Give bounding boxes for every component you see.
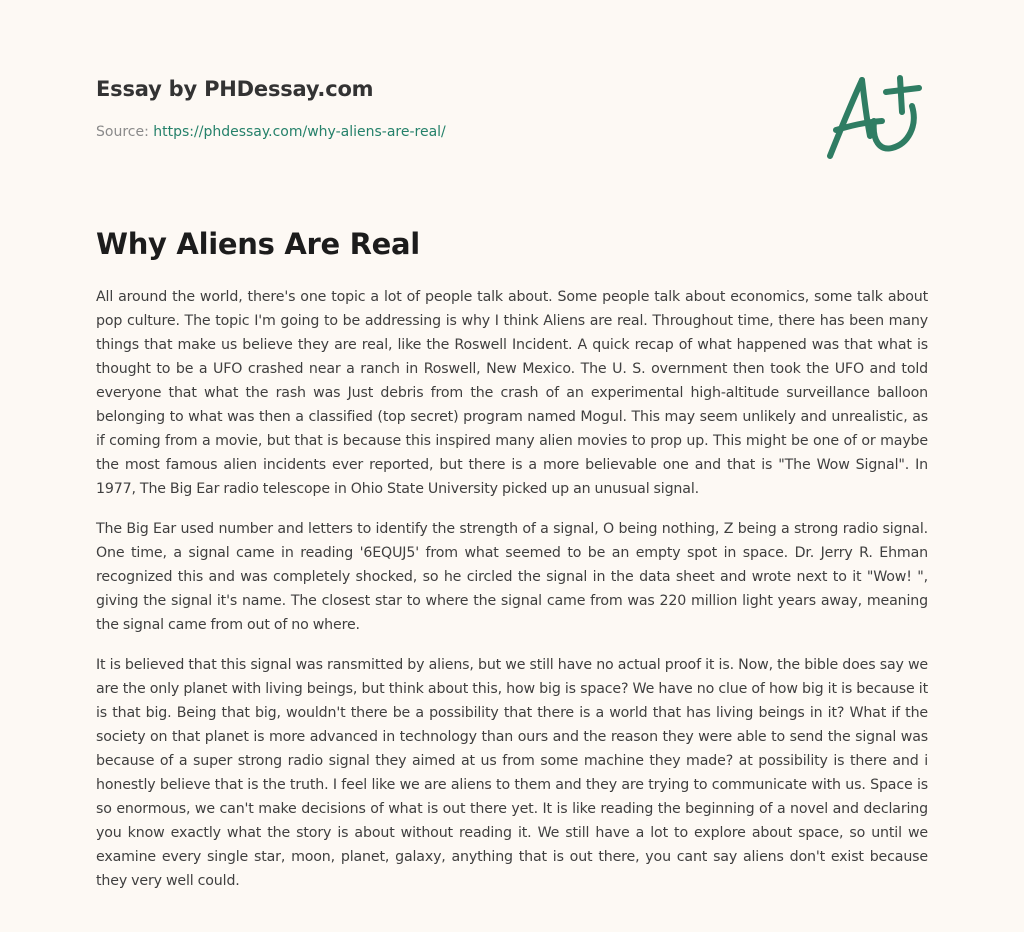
site-title: Essay by PHDessay.com [96, 77, 374, 101]
essay-paragraph: The Big Ear used number and letters to identify the strength of a signal, O being nothing, Z being a strong radio signal. One time, a signal came in reading '6EQUJ5' from what seemed to be an empty spot in space. Dr. Jerry R. Ehman recognized this and was completely shocked, so he circled the signal in the data sheet and wrote next to it "Wow! ", giving the signal it's name. The closest star to where the signal came from was 220 million light years away, meaning the signal came from out of no where. [96, 521, 928, 633]
essay-body [96, 285, 928, 909]
essay-paragraph: All around the world, there's one topic a lot of people talk about. Some people talk about economics, some talk about pop culture. The topic I'm going to be addressing is why I think Aliens are real. Throughout time, there has been many things that make us believe they are real, like the Roswell Incident. A quick recap of what happened was that what is thought to be a UFO crashed near a ranch in Roswell, New Mexico. The U. S. overnment then took the UFO and told everyone that what the rash was Just debris from the crash of an experimental high-altitude surveillance balloon belonging to what was then a classified (top secret) program named Mogul. This may seem unlikely and unrealistic, as if coming from a movie, but that is because this inspired many alien movies to prop up. This might be one of or maybe the most famous alien incidents ever reported, but there is a more believable one and that is "The Wow Signal". In 1977, The Big Ear radio telescope in Ohio State University picked up an unusual signal. [96, 289, 928, 497]
source-line [96, 122, 928, 142]
essay-title: Why Aliens Are Real [96, 227, 420, 261]
essay-header [96, 74, 928, 142]
source-link[interactable]: https://phdessay.com/why-aliens-are-real/ [153, 124, 446, 140]
essay-paragraph: It is believed that this signal was ransmitted by aliens, but we still have no actual proof it is. Now, the bible does say we are the only planet with living beings, but think about this, how big is space? We have no clue of how big it is because it is that big. Being that big, wouldn't there be a possibility that there is a world that has living beings in it? What if the society on that planet is more advanced in technology than ours and the reason they were able to send the signal was because of a super strong radio signal they aimed at us from some machine they made? at possibility is there and i honestly believe that is the truth. I feel like we are aliens to them and they are trying to communicate with us. Space is so enormous, we can't make decisions of what is out there yet. It is like reading the beginning of a novel and declaring you know exactly what the story is about without reading it. We still have a lot to explore about space, so until we examine every single star, moon, planet, galaxy, anything that is out there, you cant say aliens don't exist because they very well could. [96, 657, 928, 889]
source-label: Source: [96, 124, 154, 140]
a-plus-grade-icon [820, 66, 930, 166]
